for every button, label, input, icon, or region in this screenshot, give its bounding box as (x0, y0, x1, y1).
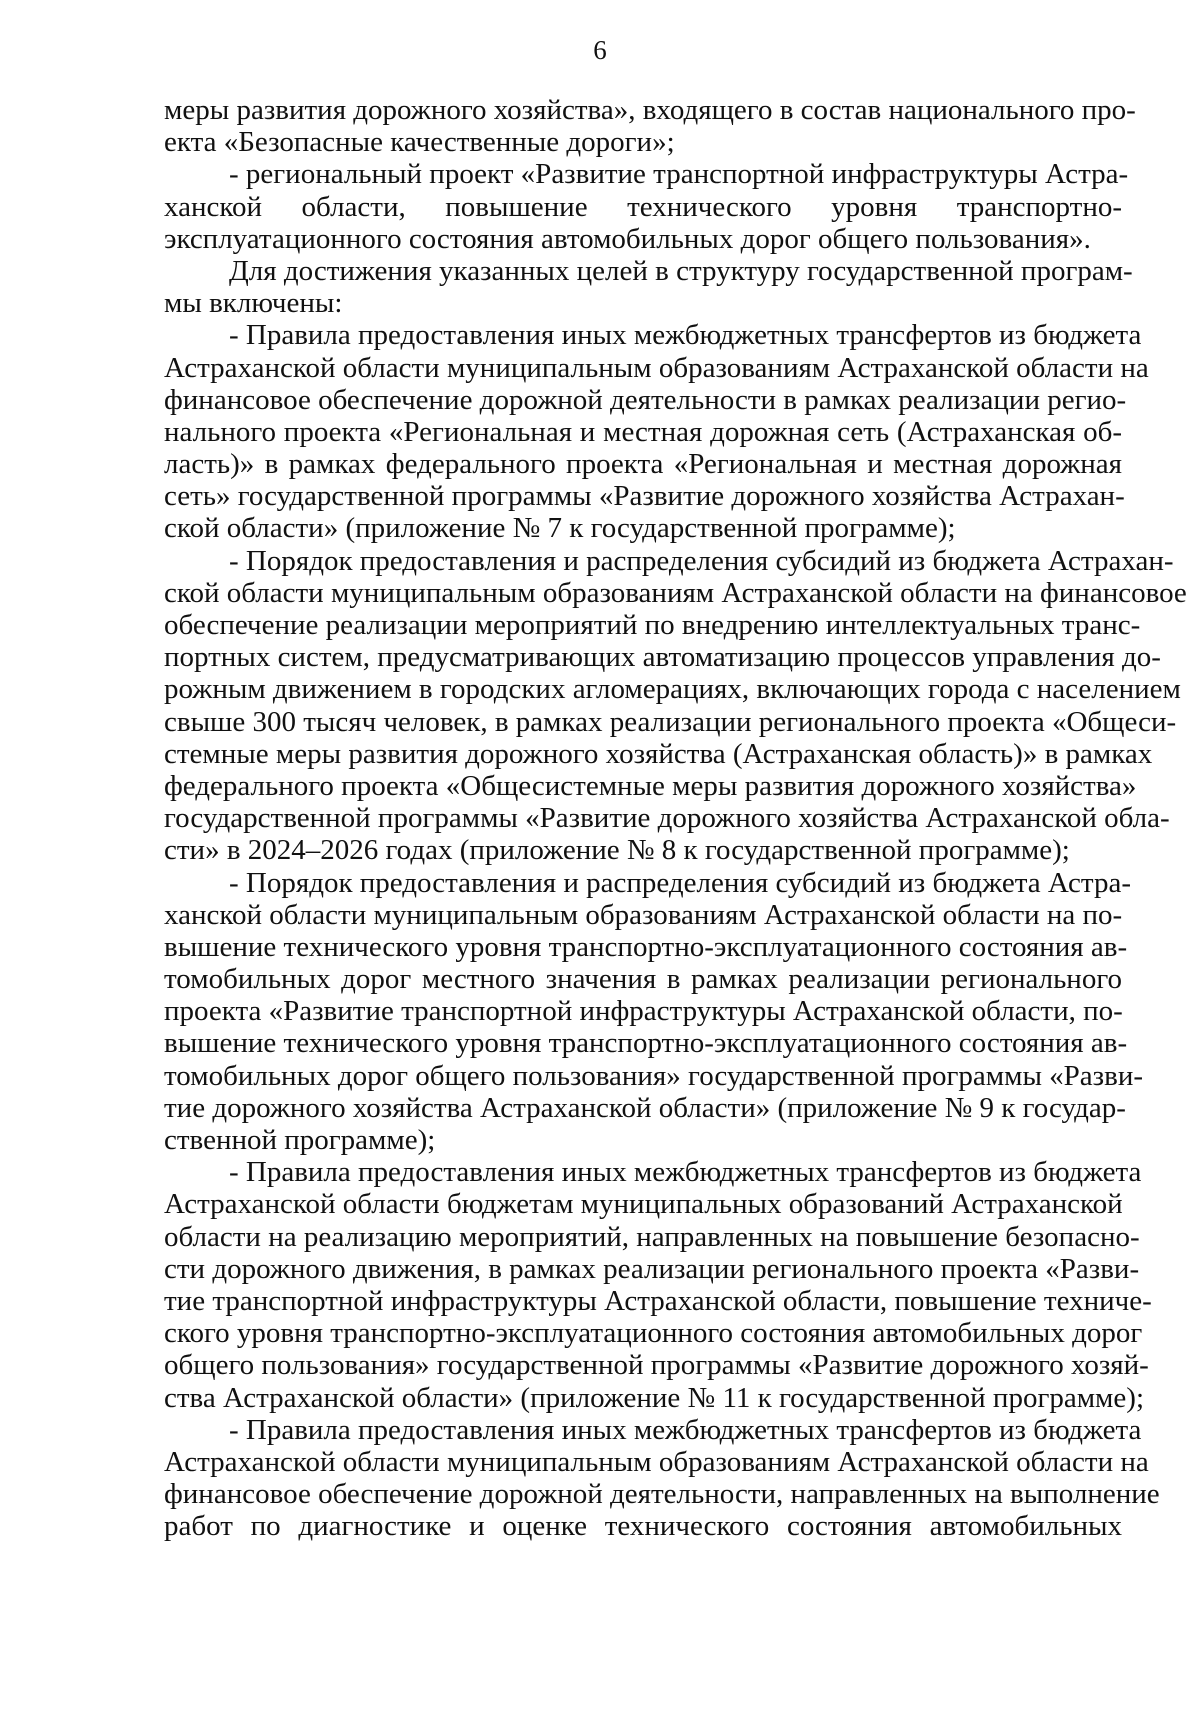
text-line: мы включены: (164, 287, 343, 320)
text-line: финансовое обеспечение дорожной деятельности в рамках реализации регио- (164, 383, 1127, 416)
text-line: Астраханской области бюджетам муниципальных образований Астраханской (164, 1188, 1123, 1221)
text-line: - Правила предоставления иных межбюджетных трансфертов из бюджета (229, 1156, 1142, 1189)
text-line: проекта «Развитие транспортной инфраструктуры Астраханской области, по- (164, 995, 1123, 1028)
text-line: - Порядок предоставления и распределения субсидий из бюджета Астрахан- (229, 544, 1174, 577)
text-line: стемные меры развития дорожного хозяйства (Астраханская область)» в рамках (164, 737, 1153, 770)
text-line: ского уровня транспортно-эксплуатационного состояния автомобильных дорог (164, 1317, 1143, 1350)
text-line: обеспечение реализации мероприятий по внедрению интеллектуальных транс- (164, 609, 1141, 641)
text-line: ства Астраханской области» (приложение № 11 к государственной программе); (164, 1381, 1144, 1414)
text-line: - Правила предоставления иных межбюджетных трансфертов из бюджета (229, 1413, 1142, 1446)
text-line: финансовое обеспечение дорожной деятельности, направленных на выполнение (164, 1478, 1160, 1511)
text-line: сти дорожного движения, в рамках реализации регионального проекта «Разви- (164, 1252, 1140, 1285)
text-line: рожным движением в городских агломерациях, включающих города с населением (164, 673, 1181, 706)
text-line: - Правила предоставления иных межбюджетных трансфертов из бюджета (229, 319, 1142, 352)
text-line: ской области» (приложение № 7 к государственной программе); (164, 512, 956, 545)
page-number: 6 (593, 35, 607, 65)
text-line: ственной программе); (164, 1124, 436, 1156)
text-line: федерального проекта «Общесистемные меры развития дорожного хозяйства» (164, 769, 1137, 802)
text-line: Астраханской области муниципальным образованиям Астраханской области на (164, 1445, 1149, 1478)
text-line: портных систем, предусматривающих автоматизацию процессов управления до- (164, 641, 1161, 674)
text-line: эксплуатационного состояния автомобильных дорог общего пользования». (164, 222, 1091, 255)
text-line: тие дорожного хозяйства Астраханской области» (приложение № 9 к государ- (164, 1091, 1126, 1124)
text-line: государственной программы «Развитие дорожного хозяйства Астраханской обла- (164, 802, 1170, 835)
text-line: работ по диагностике и оценке технического состояния автомобильных (164, 1510, 1122, 1543)
text-line: меры развития дорожного хозяйства», входящего в состав национального про- (164, 94, 1136, 126)
text-line: томобильных дорог общего пользования» государственной программы «Разви- (164, 1059, 1144, 1092)
text-line: ской области муниципальным образованиям Астраханской области на финансовое (164, 576, 1187, 609)
text-line: общего пользования» государственной программы «Развитие дорожного хозяй- (164, 1349, 1149, 1382)
text-line: - Порядок предоставления и распределения субсидий из бюджета Астра- (229, 866, 1131, 899)
text-line: свыше 300 тысяч человек, в рамках реализации регионального проекта «Общеси- (164, 705, 1177, 738)
text-line: области на реализацию мероприятий, направленных на повышение безопасно- (164, 1220, 1140, 1253)
text-line: Астраханской области муниципальным образованиям Астраханской области на (164, 351, 1149, 384)
text-line: сеть» государственной программы «Развитие дорожного хозяйства Астрахан- (164, 480, 1125, 513)
text-line: Для достижения указанных целей в структуру государственной програм- (229, 254, 1133, 287)
text-line: томобильных дорог местного значения в рамках реализации регионального (164, 963, 1122, 996)
text-line: ханской области, повышение технического уровня транспортно- (164, 190, 1122, 223)
text-line: ласть)» в рамках федерального проекта «Региональная и местная дорожная (164, 448, 1122, 481)
text-line: - региональный проект «Развитие транспортной инфраструктуры Астра- (229, 158, 1129, 191)
text-line: тие транспортной инфраструктуры Астраханской области, повышение техниче- (164, 1284, 1152, 1317)
document-body (164, 94, 1187, 1543)
text-line: вышение технического уровня транспортно-эксплуатационного состояния ав- (164, 930, 1128, 963)
text-line: екта «Безопасные качественные дороги»; (164, 126, 675, 159)
text-line: нального проекта «Региональная и местная дорожная сеть (Астраханская об- (164, 415, 1122, 448)
text-line: ханской области муниципальным образованиям Астраханской области на по- (164, 898, 1123, 931)
text-line: сти» в 2024–2026 годах (приложение № 8 к государственной программе); (164, 834, 1070, 867)
text-line: вышение технического уровня транспортно-эксплуатационного состояния ав- (164, 1027, 1128, 1060)
